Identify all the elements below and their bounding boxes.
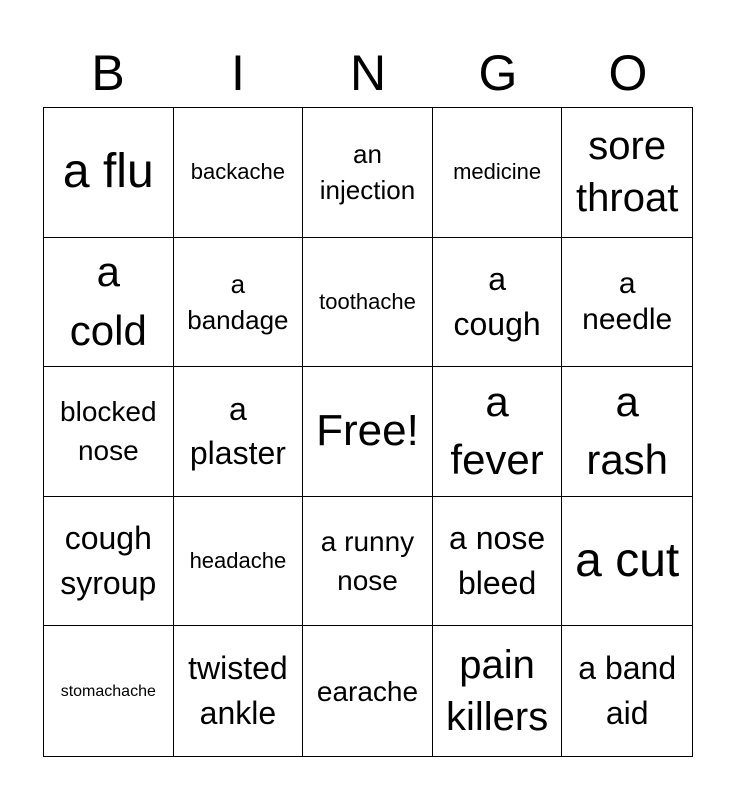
bingo-cell[interactable] bbox=[433, 367, 563, 497]
cell-label: stomachache bbox=[60, 682, 156, 700]
cell-label: sore throat bbox=[576, 124, 679, 221]
cell-label: medicine bbox=[453, 159, 542, 184]
bingo-cell[interactable] bbox=[303, 108, 433, 238]
cell-label: a fever bbox=[450, 377, 544, 484]
bingo-header bbox=[43, 38, 693, 108]
cell-label: pain killers bbox=[445, 643, 549, 740]
cell-label: a nose bleed bbox=[449, 520, 546, 602]
bingo-card bbox=[43, 107, 693, 757]
bingo-cell[interactable] bbox=[433, 626, 563, 756]
cell-label: headache bbox=[189, 547, 287, 573]
header-letter-i: I bbox=[231, 45, 245, 101]
header-letter-b: B bbox=[91, 45, 125, 101]
cell-label: toothache bbox=[319, 288, 416, 314]
cell-label: a cold bbox=[69, 248, 147, 354]
header-letter-n: N bbox=[349, 45, 387, 101]
cell-label: cough syroup bbox=[60, 520, 157, 602]
bingo-cell[interactable] bbox=[174, 367, 304, 497]
bingo-cell[interactable] bbox=[433, 497, 563, 627]
bingo-cell[interactable] bbox=[303, 497, 433, 627]
cell-label: earache bbox=[316, 675, 419, 707]
cell-label: a runny nose bbox=[320, 525, 415, 597]
bingo-cell[interactable] bbox=[303, 626, 433, 756]
cell-label: a needle bbox=[582, 266, 673, 336]
bingo-cell[interactable] bbox=[562, 626, 692, 756]
bingo-cell[interactable] bbox=[44, 626, 174, 756]
cell-label: blocked nose bbox=[60, 396, 157, 467]
bingo-cell[interactable] bbox=[174, 626, 304, 756]
bingo-cell[interactable] bbox=[44, 108, 174, 238]
bingo-cell[interactable] bbox=[562, 497, 692, 627]
header-letter-o: O bbox=[608, 45, 648, 101]
bingo-cell[interactable] bbox=[303, 238, 433, 368]
cell-label: a cough bbox=[453, 261, 541, 342]
cell-label: a flu bbox=[62, 145, 154, 199]
free-space[interactable] bbox=[303, 367, 433, 497]
cell-label: a cut bbox=[575, 534, 680, 588]
bingo-cell[interactable] bbox=[174, 238, 304, 368]
bingo-cell[interactable] bbox=[174, 497, 304, 627]
bingo-cell[interactable] bbox=[44, 497, 174, 627]
header-letter-g: G bbox=[478, 45, 518, 101]
cell-label: a band aid bbox=[578, 650, 677, 732]
bingo-cell[interactable] bbox=[562, 108, 692, 238]
bingo-cell[interactable] bbox=[44, 367, 174, 497]
cell-label: an injection bbox=[319, 138, 416, 206]
bingo-cell[interactable] bbox=[562, 238, 692, 368]
cell-label: Free! bbox=[316, 406, 419, 456]
cell-label: a plaster bbox=[189, 390, 286, 472]
bingo-cell[interactable] bbox=[433, 238, 563, 368]
cell-label: a bandage bbox=[187, 268, 289, 335]
bingo-cell[interactable] bbox=[562, 367, 692, 497]
bingo-cell[interactable] bbox=[433, 108, 563, 238]
cell-label: a rash bbox=[586, 377, 669, 484]
cell-label: twisted ankle bbox=[188, 650, 288, 732]
cell-label: backache bbox=[190, 159, 285, 184]
bingo-cell[interactable] bbox=[174, 108, 304, 238]
bingo-cell[interactable] bbox=[44, 238, 174, 368]
